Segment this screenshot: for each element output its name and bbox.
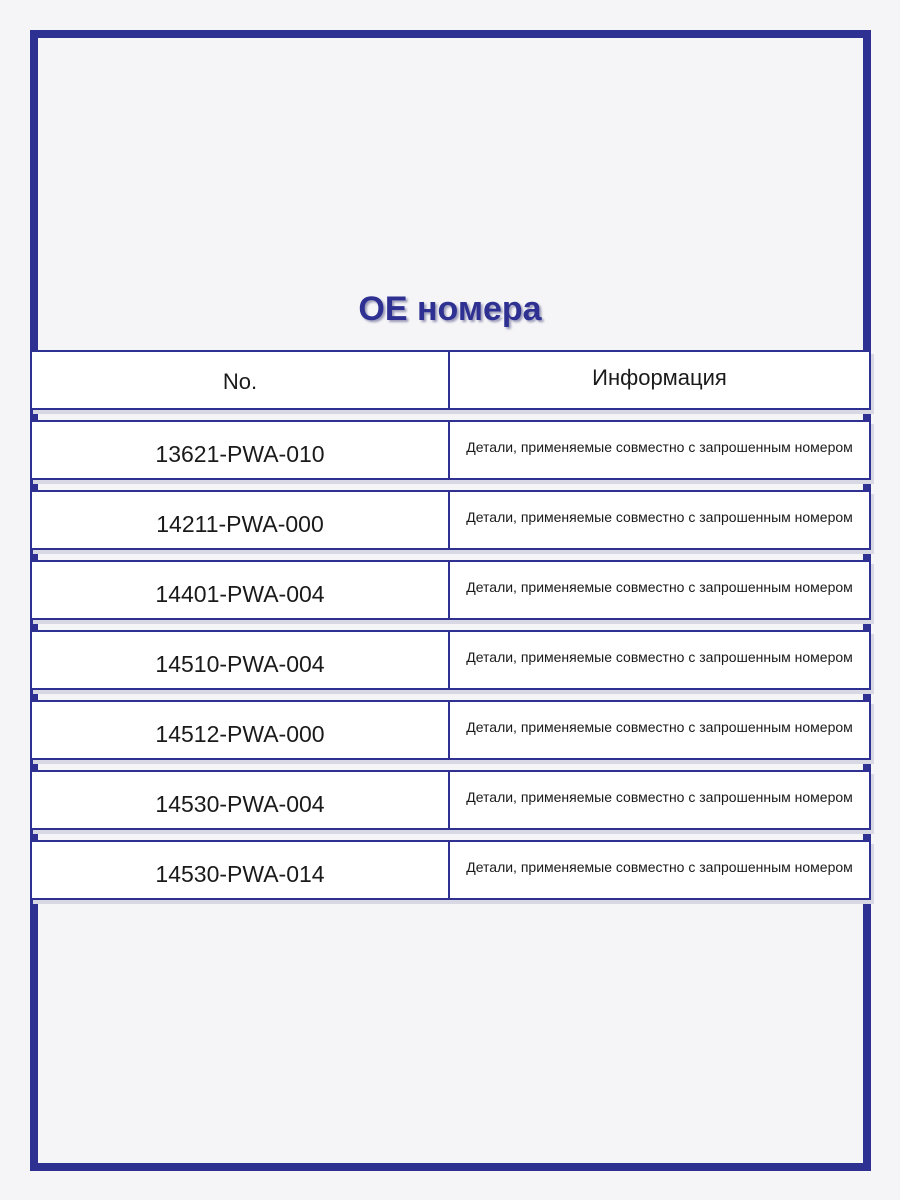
part-number: 14512-PWA-000 xyxy=(30,700,450,760)
table-row xyxy=(30,630,871,690)
table-row xyxy=(30,840,871,900)
part-info: Детали, применяемые совместно с запрошенным номером xyxy=(450,840,871,900)
table-row xyxy=(30,770,871,830)
part-number: 14211-PWA-000 xyxy=(30,490,450,550)
part-info: Детали, применяемые совместно с запрошенным номером xyxy=(450,770,871,830)
part-number: 13621-PWA-010 xyxy=(30,420,450,480)
table-row xyxy=(30,560,871,620)
part-info: Детали, применяемые совместно с запрошенным номером xyxy=(450,420,871,480)
header-no: No. xyxy=(30,350,450,410)
part-info: Детали, применяемые совместно с запрошенным номером xyxy=(450,560,871,620)
part-number: 14401-PWA-004 xyxy=(30,560,450,620)
page-title: OE номера xyxy=(358,290,542,328)
part-number: 14510-PWA-004 xyxy=(30,630,450,690)
part-number: 14530-PWA-004 xyxy=(30,770,450,830)
part-info: Детали, применяемые совместно с запрошенным номером xyxy=(450,490,871,550)
table-row xyxy=(30,420,871,480)
table-row xyxy=(30,490,871,550)
table-header xyxy=(30,350,871,410)
part-info: Детали, применяемые совместно с запрошенным номером xyxy=(450,700,871,760)
header-info: Информация xyxy=(450,350,871,410)
part-info: Детали, применяемые совместно с запрошенным номером xyxy=(450,630,871,690)
part-number: 14530-PWA-014 xyxy=(30,840,450,900)
table-row xyxy=(30,700,871,760)
